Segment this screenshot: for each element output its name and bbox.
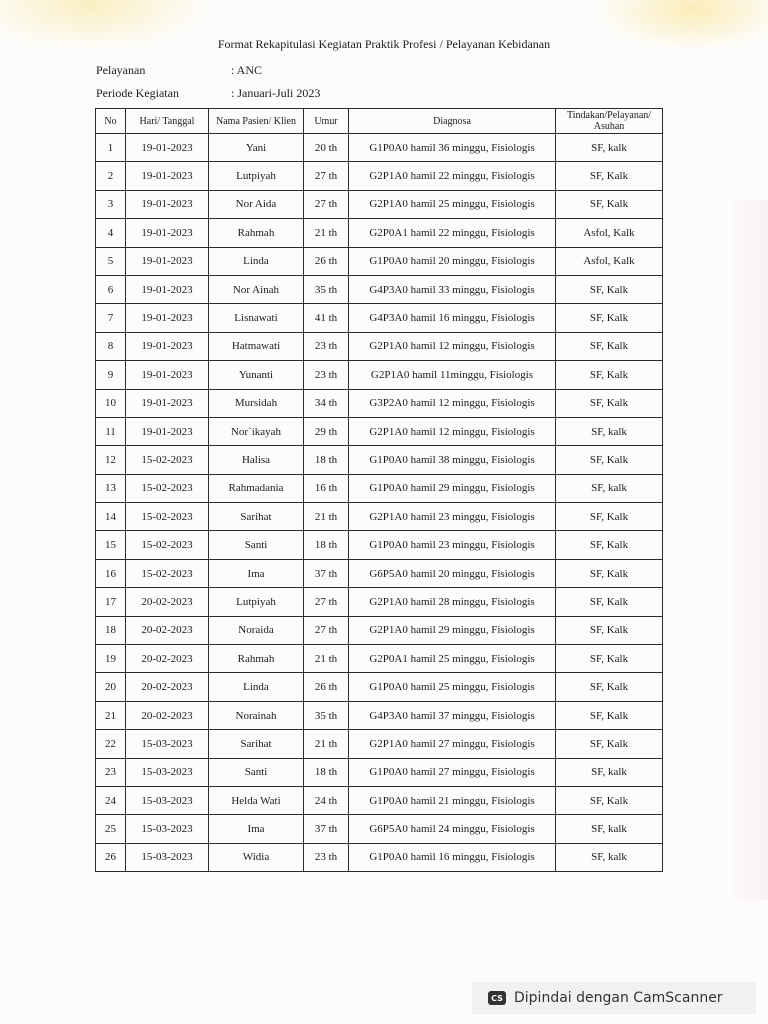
cell-no: 1	[96, 134, 126, 162]
cell-nama: Rahmah	[209, 219, 304, 247]
cell-tindakan: SF, kalk	[556, 134, 663, 162]
cell-tanggal: 20-02-2023	[126, 673, 209, 701]
cell-umur: 18 th	[304, 531, 349, 559]
cell-tindakan: SF, Kalk	[556, 645, 663, 673]
cell-diagnosa: G2P1A0 hamil 28 minggu, Fisiologis	[349, 588, 556, 616]
table-row	[96, 730, 663, 758]
cell-nama: Nor`ikayah	[209, 417, 304, 445]
cell-diagnosa: G4P3A0 hamil 33 minggu, Fisiologis	[349, 275, 556, 303]
cell-umur: 27 th	[304, 616, 349, 644]
cell-nama: Rahmah	[209, 645, 304, 673]
cell-nama: Santi	[209, 531, 304, 559]
cell-no: 24	[96, 786, 126, 814]
table-row	[96, 134, 663, 162]
cell-nama: Noraida	[209, 616, 304, 644]
periode-value: : Januari-Juli 2023	[231, 86, 321, 100]
table-row	[96, 361, 663, 389]
cell-umur: 20 th	[304, 134, 349, 162]
cell-diagnosa: G2P0A1 hamil 25 minggu, Fisiologis	[349, 645, 556, 673]
table-row	[96, 247, 663, 275]
cell-no: 7	[96, 304, 126, 332]
cell-tanggal: 19-01-2023	[126, 275, 209, 303]
cell-diagnosa: G2P1A0 hamil 27 minggu, Fisiologis	[349, 730, 556, 758]
cell-tanggal: 15-02-2023	[126, 559, 209, 587]
table-row	[96, 588, 663, 616]
cell-tindakan: SF, Kalk	[556, 332, 663, 360]
cell-nama: Ima	[209, 559, 304, 587]
cell-tindakan: SF, Kalk	[556, 446, 663, 474]
cell-tindakan: SF, kalk	[556, 843, 663, 871]
cell-tanggal: 15-03-2023	[126, 758, 209, 786]
periode-label: Periode Kegiatan	[96, 86, 179, 100]
cell-umur: 29 th	[304, 417, 349, 445]
cell-nama: Yunanti	[209, 361, 304, 389]
cell-nama: Lisnawati	[209, 304, 304, 332]
cell-no: 16	[96, 559, 126, 587]
cell-diagnosa: G1P0A0 hamil 38 minggu, Fisiologis	[349, 446, 556, 474]
cell-tindakan: SF, kalk	[556, 474, 663, 502]
cell-nama: Sarihat	[209, 503, 304, 531]
cell-no: 14	[96, 503, 126, 531]
cell-tanggal: 15-03-2023	[126, 730, 209, 758]
cell-nama: Linda	[209, 247, 304, 275]
cell-tanggal: 19-01-2023	[126, 361, 209, 389]
cell-diagnosa: G1P0A0 hamil 16 minggu, Fisiologis	[349, 843, 556, 871]
cell-diagnosa: G1P0A0 hamil 20 minggu, Fisiologis	[349, 247, 556, 275]
cell-umur: 18 th	[304, 446, 349, 474]
cell-diagnosa: G2P1A0 hamil 29 minggu, Fisiologis	[349, 616, 556, 644]
cell-umur: 27 th	[304, 162, 349, 190]
cell-diagnosa: G4P3A0 hamil 16 minggu, Fisiologis	[349, 304, 556, 332]
header-diagnosa: Diagnosa	[349, 109, 556, 134]
cell-umur: 21 th	[304, 730, 349, 758]
cell-diagnosa: G1P0A0 hamil 21 minggu, Fisiologis	[349, 786, 556, 814]
pelayanan-label: Pelayanan	[96, 63, 146, 77]
cell-no: 10	[96, 389, 126, 417]
cell-tanggal: 15-03-2023	[126, 815, 209, 843]
cell-tanggal: 15-03-2023	[126, 843, 209, 871]
table-row	[96, 304, 663, 332]
cell-no: 23	[96, 758, 126, 786]
cell-tindakan: SF, Kalk	[556, 275, 663, 303]
table-row	[96, 474, 663, 502]
table-row	[96, 559, 663, 587]
table-row	[96, 673, 663, 701]
header-umur: Umur	[304, 109, 349, 134]
table-row	[96, 815, 663, 843]
cell-tindakan: SF, Kalk	[556, 503, 663, 531]
cell-nama: Mursidah	[209, 389, 304, 417]
cell-no: 12	[96, 446, 126, 474]
cell-umur: 23 th	[304, 843, 349, 871]
cell-tindakan: Asfol, Kalk	[556, 247, 663, 275]
cell-no: 4	[96, 219, 126, 247]
cell-umur: 21 th	[304, 503, 349, 531]
cell-tindakan: SF, Kalk	[556, 673, 663, 701]
cell-umur: 37 th	[304, 815, 349, 843]
cell-nama: Helda Wati	[209, 786, 304, 814]
cell-diagnosa: G1P0A0 hamil 29 minggu, Fisiologis	[349, 474, 556, 502]
cell-umur: 18 th	[304, 758, 349, 786]
table-row	[96, 190, 663, 218]
cell-nama: Halisa	[209, 446, 304, 474]
camscanner-logo-icon: CS	[488, 991, 506, 1005]
cell-tanggal: 19-01-2023	[126, 247, 209, 275]
cell-umur: 27 th	[304, 190, 349, 218]
camscanner-watermark	[472, 982, 756, 1014]
cell-umur: 27 th	[304, 588, 349, 616]
periode-line	[96, 86, 320, 101]
cell-no: 2	[96, 162, 126, 190]
cell-diagnosa: G2P1A0 hamil 12 minggu, Fisiologis	[349, 417, 556, 445]
cell-nama: Norainah	[209, 701, 304, 729]
cell-tanggal: 19-01-2023	[126, 304, 209, 332]
cell-no: 3	[96, 190, 126, 218]
cell-diagnosa: G1P0A0 hamil 25 minggu, Fisiologis	[349, 673, 556, 701]
cell-tindakan: SF, Kalk	[556, 389, 663, 417]
cell-umur: 23 th	[304, 361, 349, 389]
pelayanan-line	[96, 63, 262, 78]
cell-nama: Nor Aida	[209, 190, 304, 218]
cell-tindakan: SF, Kalk	[556, 730, 663, 758]
cell-nama: Lutpiyah	[209, 162, 304, 190]
cell-diagnosa: G2P1A0 hamil 23 minggu, Fisiologis	[349, 503, 556, 531]
cell-tindakan: SF, Kalk	[556, 559, 663, 587]
cell-tanggal: 15-02-2023	[126, 531, 209, 559]
cell-no: 9	[96, 361, 126, 389]
cell-umur: 34 th	[304, 389, 349, 417]
cell-no: 26	[96, 843, 126, 871]
cell-diagnosa: G2P1A0 hamil 22 minggu, Fisiologis	[349, 162, 556, 190]
cell-nama: Yani	[209, 134, 304, 162]
cell-no: 25	[96, 815, 126, 843]
cell-tindakan: SF, Kalk	[556, 304, 663, 332]
cell-tindakan: SF, Kalk	[556, 361, 663, 389]
cell-tanggal: 20-02-2023	[126, 645, 209, 673]
cell-diagnosa: G3P2A0 hamil 12 minggu, Fisiologis	[349, 389, 556, 417]
cell-tindakan: SF, Kalk	[556, 588, 663, 616]
cell-umur: 23 th	[304, 332, 349, 360]
cell-no: 8	[96, 332, 126, 360]
cell-umur: 35 th	[304, 275, 349, 303]
cell-no: 21	[96, 701, 126, 729]
cell-tanggal: 19-01-2023	[126, 134, 209, 162]
cell-tanggal: 19-01-2023	[126, 162, 209, 190]
cell-tanggal: 19-01-2023	[126, 190, 209, 218]
cell-diagnosa: G1P0A0 hamil 36 minggu, Fisiologis	[349, 134, 556, 162]
cell-nama: Rahmadania	[209, 474, 304, 502]
table-row	[96, 758, 663, 786]
cell-nama: Lutpiyah	[209, 588, 304, 616]
cell-tanggal: 19-01-2023	[126, 332, 209, 360]
cell-tanggal: 15-03-2023	[126, 786, 209, 814]
cell-diagnosa: G2P0A1 hamil 22 minggu, Fisiologis	[349, 219, 556, 247]
cell-tindakan: SF, kalk	[556, 417, 663, 445]
cell-diagnosa: G2P1A0 hamil 12 minggu, Fisiologis	[349, 332, 556, 360]
cell-diagnosa: G2P1A0 hamil 11minggu, Fisiologis	[349, 361, 556, 389]
cell-umur: 16 th	[304, 474, 349, 502]
cell-nama: Sarihat	[209, 730, 304, 758]
cell-nama: Nor Ainah	[209, 275, 304, 303]
cell-nama: Santi	[209, 758, 304, 786]
cell-tindakan: SF, Kalk	[556, 786, 663, 814]
cell-no: 6	[96, 275, 126, 303]
cell-no: 11	[96, 417, 126, 445]
cell-umur: 41 th	[304, 304, 349, 332]
cell-no: 13	[96, 474, 126, 502]
cell-no: 15	[96, 531, 126, 559]
table-row	[96, 446, 663, 474]
cell-umur: 21 th	[304, 645, 349, 673]
cell-diagnosa: G2P1A0 hamil 25 minggu, Fisiologis	[349, 190, 556, 218]
cell-tanggal: 20-02-2023	[126, 616, 209, 644]
cell-no: 20	[96, 673, 126, 701]
cell-no: 17	[96, 588, 126, 616]
cell-tanggal: 19-01-2023	[126, 417, 209, 445]
cell-no: 5	[96, 247, 126, 275]
cell-tindakan: Asfol, Kalk	[556, 219, 663, 247]
table-row	[96, 843, 663, 871]
table-row	[96, 616, 663, 644]
cell-tanggal: 15-02-2023	[126, 474, 209, 502]
table-row	[96, 275, 663, 303]
cell-no: 18	[96, 616, 126, 644]
cell-nama: Ima	[209, 815, 304, 843]
header-no: No	[96, 109, 126, 134]
header-tindakan: Tindakan/Pelayanan/ Asuhan	[556, 109, 663, 134]
table-row	[96, 162, 663, 190]
cell-diagnosa: G1P0A0 hamil 27 minggu, Fisiologis	[349, 758, 556, 786]
cell-umur: 37 th	[304, 559, 349, 587]
cell-tindakan: SF, Kalk	[556, 531, 663, 559]
cell-diagnosa: G6P5A0 hamil 20 minggu, Fisiologis	[349, 559, 556, 587]
cell-umur: 24 th	[304, 786, 349, 814]
cell-nama: Widia	[209, 843, 304, 871]
cell-umur: 21 th	[304, 219, 349, 247]
header-tanggal: Hari/ Tanggal	[126, 109, 209, 134]
cell-diagnosa: G4P3A0 hamil 37 minggu, Fisiologis	[349, 701, 556, 729]
cell-umur: 26 th	[304, 673, 349, 701]
cell-tanggal: 19-01-2023	[126, 219, 209, 247]
header-nama: Nama Pasien/ Klien	[209, 109, 304, 134]
cell-nama: Linda	[209, 673, 304, 701]
cell-tanggal: 15-02-2023	[126, 446, 209, 474]
cell-tindakan: SF, Kalk	[556, 701, 663, 729]
cell-tindakan: SF, kalk	[556, 815, 663, 843]
table-row	[96, 389, 663, 417]
cell-umur: 35 th	[304, 701, 349, 729]
table-row	[96, 701, 663, 729]
cell-no: 22	[96, 730, 126, 758]
cell-no: 19	[96, 645, 126, 673]
cell-nama: Hatmawati	[209, 332, 304, 360]
cell-tindakan: SF, kalk	[556, 758, 663, 786]
cell-tindakan: SF, Kalk	[556, 616, 663, 644]
pelayanan-value: : ANC	[231, 63, 263, 77]
document-title: Format Rekapitulasi Kegiatan Praktik Profesi / Pelayanan Kebidanan	[217, 37, 551, 51]
table-row	[96, 503, 663, 531]
cell-umur: 26 th	[304, 247, 349, 275]
cell-tanggal: 19-01-2023	[126, 389, 209, 417]
table-row	[96, 531, 663, 559]
paper-stain	[728, 200, 768, 900]
table-row	[96, 332, 663, 360]
cell-diagnosa: G1P0A0 hamil 23 minggu, Fisiologis	[349, 531, 556, 559]
table-row	[96, 417, 663, 445]
table-row	[96, 219, 663, 247]
camscanner-text: Dipindai dengan CamScanner	[514, 990, 723, 1006]
cell-diagnosa: G6P5A0 hamil 24 minggu, Fisiologis	[349, 815, 556, 843]
cell-tindakan: SF, Kalk	[556, 162, 663, 190]
cell-tanggal: 15-02-2023	[126, 503, 209, 531]
cell-tindakan: SF, Kalk	[556, 190, 663, 218]
table-header-row	[96, 109, 663, 134]
table-row	[96, 786, 663, 814]
cell-tanggal: 20-02-2023	[126, 588, 209, 616]
rekap-table	[95, 108, 663, 872]
cell-tanggal: 20-02-2023	[126, 701, 209, 729]
table-row	[96, 645, 663, 673]
